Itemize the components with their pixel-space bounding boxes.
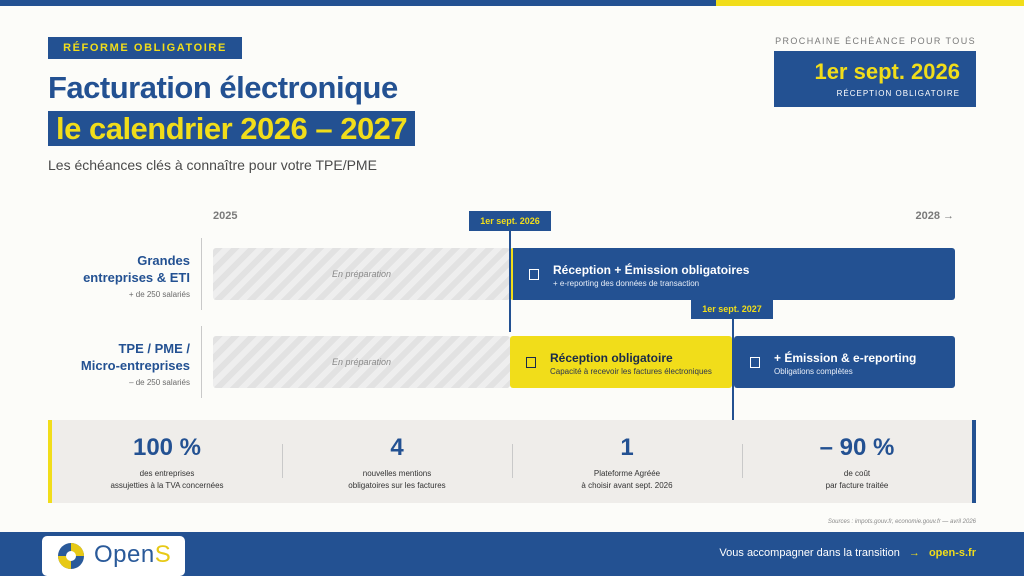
next-deadline-date: 1er sept. 2026 <box>814 59 960 84</box>
prep-bar: En préparation <box>213 336 510 388</box>
stat-description <box>742 468 972 492</box>
page-subtitle: Les échéances clés à connaître pour votre TPE/PME <box>48 157 377 173</box>
stat-desc-line1: de coût <box>843 469 871 478</box>
timeline-end-year: 2028 → <box>915 210 954 222</box>
row-name-line1: Grandes <box>137 253 190 268</box>
stat-desc-line1: Plateforme Agréée <box>593 469 661 478</box>
checkbox-icon <box>750 357 760 368</box>
bar-subtitle: Obligations complètes <box>774 367 853 376</box>
stat-value: 4 <box>390 434 404 461</box>
sources-note: Sources : impots.gouv.fr, economie.gouv.fr — avril 2026 <box>827 519 976 525</box>
stat-description <box>512 468 742 492</box>
next-deadline-box <box>774 51 976 107</box>
row-name-line2: Micro-entreprises <box>80 358 190 373</box>
bar-title: Réception obligatoire <box>550 351 673 365</box>
row-sub: – de 250 salariés <box>129 378 190 387</box>
logo-text <box>94 541 171 569</box>
checkbox-icon <box>526 357 536 368</box>
marker-flag-2026: 1er sept. 2026 <box>469 211 551 231</box>
marker-line-2027 <box>732 318 734 420</box>
obligation-bar-emission-ereporting <box>734 336 955 388</box>
obligation-bar-reception <box>510 336 732 388</box>
stat-value: 100 % <box>132 434 202 461</box>
logo-text-main: Open <box>94 541 155 568</box>
page-title: Facturation électronique <box>48 70 398 105</box>
next-deadline-label: PROCHAINE ÉCHÉANCE POUR TOUS <box>775 36 976 46</box>
row-name-line1: TPE / PME / <box>118 341 190 356</box>
stat-item <box>282 420 512 503</box>
footer-website-link[interactable]: open-s.fr <box>928 547 976 559</box>
bar-subtitle: + e-reporting des données de transaction <box>553 279 700 288</box>
stat-item <box>512 420 742 503</box>
opens-logo[interactable] <box>42 536 185 576</box>
top-accent-yellow <box>716 0 1024 6</box>
stat-value: – 90 % <box>819 434 895 461</box>
stat-desc-line2: à choisir avant sept. 2026 <box>581 481 673 490</box>
stat-desc-line1: des entreprises <box>139 469 195 478</box>
stats-panel <box>48 420 976 503</box>
stat-desc-line1: nouvelles mentions <box>362 469 432 478</box>
next-deadline-sub: RÉCEPTION OBLIGATOIRE <box>836 89 960 98</box>
footer-bar <box>0 532 1024 576</box>
page-title-highlight: le calendrier 2026 – 2027 <box>48 111 415 146</box>
footer-cta-text: Vous accompagner dans la transition <box>719 547 900 559</box>
prep-bar: En préparation <box>213 248 510 300</box>
timeline-start-year: 2025 <box>213 210 238 222</box>
bar-title: + Émission & e-reporting <box>774 351 917 365</box>
stat-description <box>282 468 512 492</box>
row-sub: + de 250 salariés <box>128 290 190 299</box>
reform-tag: RÉFORME OBLIGATOIRE <box>48 37 242 59</box>
bar-title: Réception + Émission obligatoires <box>553 263 750 277</box>
top-accent-blue <box>0 0 716 6</box>
row-label-large-companies <box>30 252 190 299</box>
row-label-smes <box>30 340 190 387</box>
row-divider <box>201 326 202 398</box>
top-accent-bar <box>0 0 1024 6</box>
stat-description <box>52 468 282 492</box>
obligation-bar-reception-emission <box>510 248 955 300</box>
stat-item <box>742 420 972 503</box>
opens-logo-icon <box>56 541 86 571</box>
logo-text-accent: S <box>154 541 172 568</box>
row-divider <box>201 238 202 310</box>
row-name-line2: entreprises & ETI <box>83 270 190 285</box>
checkbox-icon <box>529 269 539 280</box>
stat-desc-line2: par facture traitée <box>825 481 889 490</box>
stat-item <box>52 420 282 503</box>
stat-desc-line2: assujetties à la TVA concernées <box>110 481 224 490</box>
arrow-right-icon: → <box>908 547 920 559</box>
stat-value: 1 <box>620 434 634 461</box>
stat-desc-line2: obligatoires sur les factures <box>348 481 446 490</box>
footer-cta <box>719 547 976 559</box>
marker-line-2026 <box>509 230 511 332</box>
bar-subtitle: Capacité à recevoir les factures électroniques <box>550 367 712 376</box>
marker-flag-2027: 1er sept. 2027 <box>691 299 773 319</box>
